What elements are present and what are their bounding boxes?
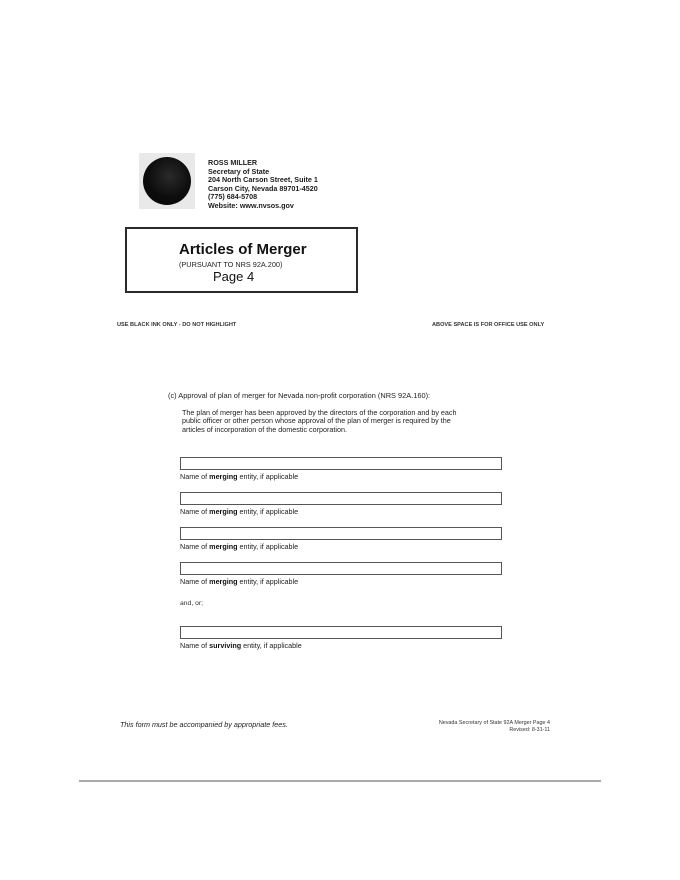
label-emphasis: surviving [209,641,242,650]
office-use-note: ABOVE SPACE IS FOR OFFICE USE ONLY [432,322,545,328]
form-footer-id [426,720,550,733]
form-statute: (PURSUANT TO NRS 92A.200) [179,260,283,269]
form-id: Nevada Secretary of State 92A Merger Page 4 [438,720,550,726]
surviving-entity-label [180,641,500,650]
merging-entity-input[interactable] [180,527,502,540]
revised-date: Revised: 8-31-11 [509,726,550,733]
label-suffix: entity, if applicable [237,577,299,586]
label-prefix: Name of [180,507,210,516]
merging-entity-field-2 [180,492,500,516]
secretary-title: Secretary of State [208,166,270,176]
form-title: Articles of Merger [179,241,307,258]
street-address: 204 North Carson Street, Suite 1 [208,175,318,185]
section-heading: (c) Approval of plan of merger for Nevada non-profit corporation (NRS 92A.160): [168,391,431,400]
website: Website: www.nvsos.gov [208,200,294,210]
merging-entity-input[interactable] [180,562,502,575]
label-emphasis: merging [209,577,238,586]
seal-disc [143,157,191,205]
city-state-zip: Carson City, Nevada 89701-4520 [208,183,318,193]
label-prefix: Name of [180,641,210,650]
merging-entity-input[interactable] [180,457,502,470]
merging-entity-label [180,472,500,481]
fees-note: This form must be accompanied by appropriate fees. [120,720,288,729]
ink-instruction: USE BLACK INK ONLY - DO NOT HIGHLIGHT [117,322,237,328]
form-title-box [125,227,358,293]
secretary-name: ROSS MILLER [208,158,258,167]
section-body [182,409,492,434]
form-page-number: Page 4 [213,269,255,284]
merging-entity-label [180,542,500,551]
label-prefix: Name of [180,472,210,481]
merging-entity-field-1 [180,457,500,481]
label-suffix: entity, if applicable [237,472,299,481]
merging-entity-field-3 [180,527,500,551]
label-emphasis: merging [209,507,238,516]
label-suffix: entity, if applicable [237,542,299,551]
and-or-text: and, or; [180,600,204,607]
phone-number: (775) 684-5708 [208,192,258,202]
secretary-address-block [208,159,318,211]
state-seal-icon [139,153,195,209]
page-divider [79,780,601,782]
label-prefix: Name of [180,542,210,551]
section-body-line: public officer or other person whose approval of the plan of merger is required by the [182,416,451,426]
merging-entity-label [180,507,500,516]
label-emphasis: merging [209,472,238,481]
merging-entity-field-4 [180,562,500,586]
surviving-entity-field [180,626,500,650]
section-body-line: The plan of merger has been approved by the directors of the corporation and by each [182,408,457,417]
label-suffix: entity, if applicable [237,507,299,516]
label-prefix: Name of [180,577,210,586]
merging-entity-label [180,577,500,586]
label-emphasis: merging [209,542,238,551]
surviving-entity-input[interactable] [180,626,502,639]
section-body-line: articles of incorporation of the domestic corporation. [182,424,347,434]
label-suffix: entity, if applicable [241,641,302,650]
merging-entity-input[interactable] [180,492,502,505]
